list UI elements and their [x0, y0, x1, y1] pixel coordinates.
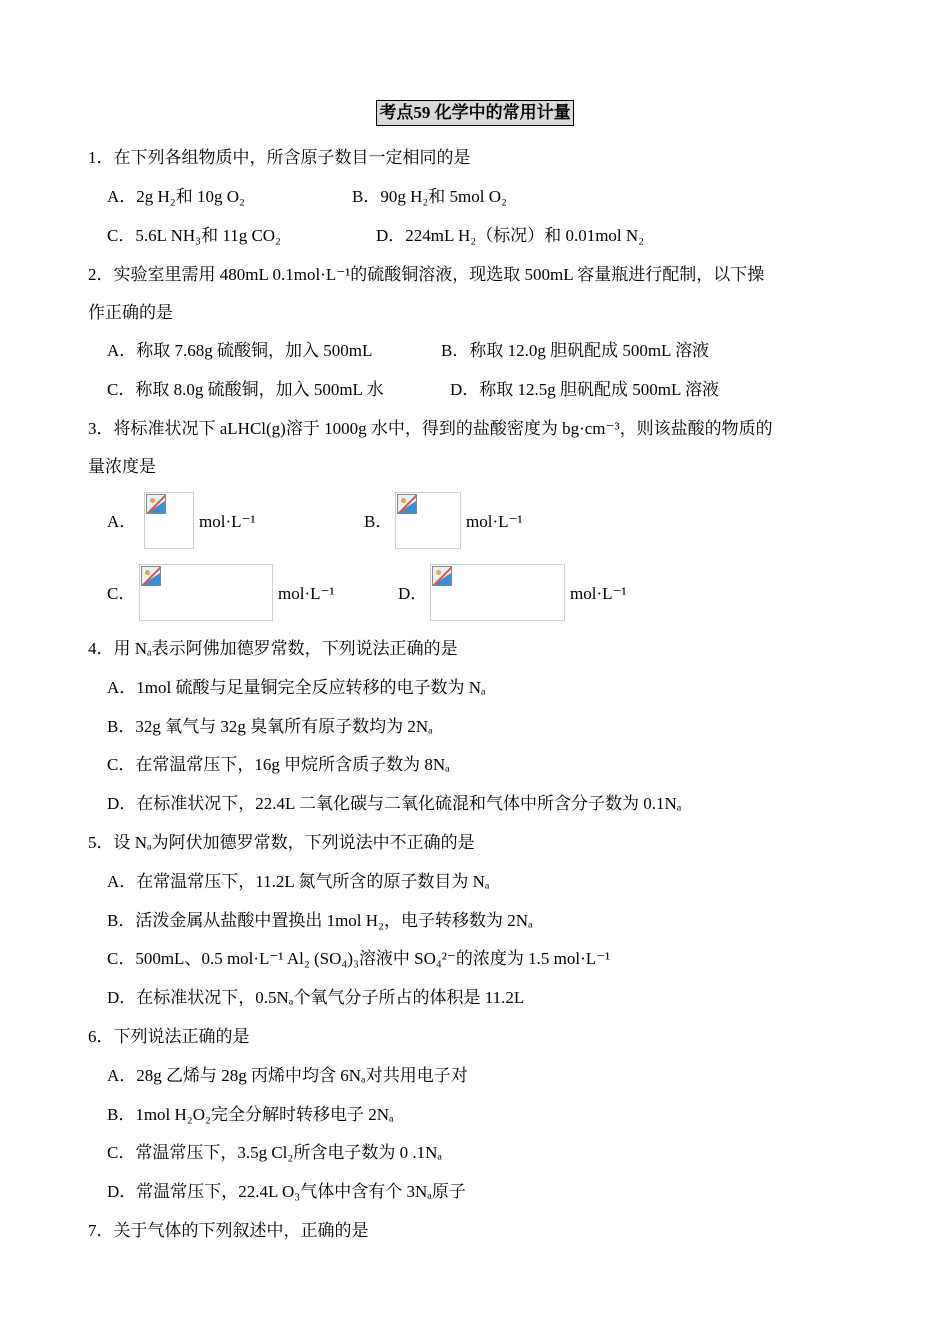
- broken-image-icon: [397, 494, 417, 514]
- q5-option-c: C．500mL、0.5 mol·L⁻¹ Al₂ (SO₄)₃溶液中 SO₄²⁻的浓度为 1.5 mol·L⁻¹: [107, 949, 611, 968]
- question-3-stem-line2: 量浓度是: [88, 457, 156, 476]
- q1-option-c: C．5.6L NH₃和 11g CO₂: [107, 226, 281, 245]
- q6-option-c: C．常温常压下，3.5g Cl₂所含电子数为 0 .1Nₐ: [107, 1143, 443, 1162]
- q5-option-d: D．在标准状况下，0.5Nₐ个氧气分子所占的体积是 11.2L: [107, 988, 525, 1007]
- q3-option-b-label: B．: [364, 512, 393, 531]
- q6-option-d: D．常温常压下，22.4L O₃气体中含有个 3Nₐ原子: [107, 1182, 466, 1201]
- question-6-stem: 6．下列说法正确的是: [88, 1027, 250, 1046]
- q3-option-b-unit: mol·L⁻¹: [466, 512, 523, 531]
- q1-option-d: D．224mL H₂（标况）和 0.01mol N₂: [376, 226, 645, 245]
- q3-option-d-unit: mol·L⁻¹: [570, 584, 627, 603]
- q2-option-d: D．称取 12.5g 胆矾配成 500mL 溶液: [450, 380, 720, 399]
- broken-image-icon: [432, 566, 452, 586]
- q3-option-a-unit: mol·L⁻¹: [199, 512, 256, 531]
- q3-option-c-unit: mol·L⁻¹: [278, 584, 335, 603]
- q5-option-b: B．活泼金属从盐酸中置换出 1mol H₂，电子转移数为 2Nₐ: [107, 911, 533, 930]
- q2-option-c: C．称取 8.0g 硫酸铜，加入 500mL 水: [107, 380, 384, 399]
- question-5-stem: 5．设 Nₐ为阿伏加德罗常数，下列说法中不正确的是: [88, 833, 475, 852]
- q5-option-a: A．在常温常压下，11.2L 氮气所含的原子数目为 Nₐ: [107, 872, 490, 891]
- question-3-stem-line1: 3．将标准状况下 aLHCl(g)溶于 1000g 水中，得到的盐酸密度为 bg·cm⁻³，则该盐酸的物质的: [88, 419, 773, 438]
- broken-image-icon: [141, 566, 161, 586]
- q3-option-a-image: [144, 492, 194, 549]
- q3-option-c-label: C．: [107, 584, 136, 603]
- q3-option-d-image: [430, 564, 565, 621]
- q4-option-a: A．1mol 硫酸与足量铜完全反应转移的电子数为 Nₐ: [107, 678, 486, 697]
- title-text: 考点59 化学中的常用计量: [376, 100, 573, 126]
- q1-option-b: B．90g H₂和 5mol O₂: [352, 187, 507, 206]
- question-2-stem-line1: 2．实验室里需用 480mL 0.1mol·L⁻¹的硫酸铜溶液，现选取 500mL 容量瓶进行配制，以下操: [88, 265, 765, 284]
- question-7-stem: 7．关于气体的下列叙述中，正确的是: [88, 1221, 369, 1240]
- q6-option-b: B．1mol H₂O₂完全分解时转移电子 2Nₐ: [107, 1105, 394, 1124]
- question-1-stem: 1．在下列各组物质中，所含原子数目一定相同的是: [88, 148, 471, 167]
- broken-image-icon: [146, 494, 166, 514]
- q1-option-a: A．2g H₂和 10g O₂: [107, 187, 245, 206]
- q4-option-c: C．在常温常压下，16g 甲烷所含质子数为 8Nₐ: [107, 755, 450, 774]
- q6-option-a: A．28g 乙烯与 28g 丙烯中均含 6Nₐ对共用电子对: [107, 1066, 468, 1085]
- page-title: [0, 100, 950, 126]
- q3-option-d-label: D．: [398, 584, 428, 603]
- q3-option-c-image: [139, 564, 273, 621]
- q2-option-b: B．称取 12.0g 胆矾配成 500mL 溶液: [441, 341, 710, 360]
- q2-option-a: A．称取 7.68g 硫酸铜，加入 500mL: [107, 341, 373, 360]
- q4-option-b: B．32g 氧气与 32g 臭氧所有原子数均为 2Nₐ: [107, 717, 433, 736]
- q4-option-d: D．在标准状况下，22.4L 二氧化碳与二氧化硫混和气体中所含分子数为 0.1Nₐ: [107, 794, 682, 813]
- q3-option-a-label: A．: [107, 512, 137, 531]
- q3-option-b-image: [395, 492, 461, 549]
- question-4-stem: 4．用 Nₐ表示阿佛加德罗常数，下列说法正确的是: [88, 639, 458, 658]
- question-2-stem-line2: 作正确的是: [88, 303, 173, 322]
